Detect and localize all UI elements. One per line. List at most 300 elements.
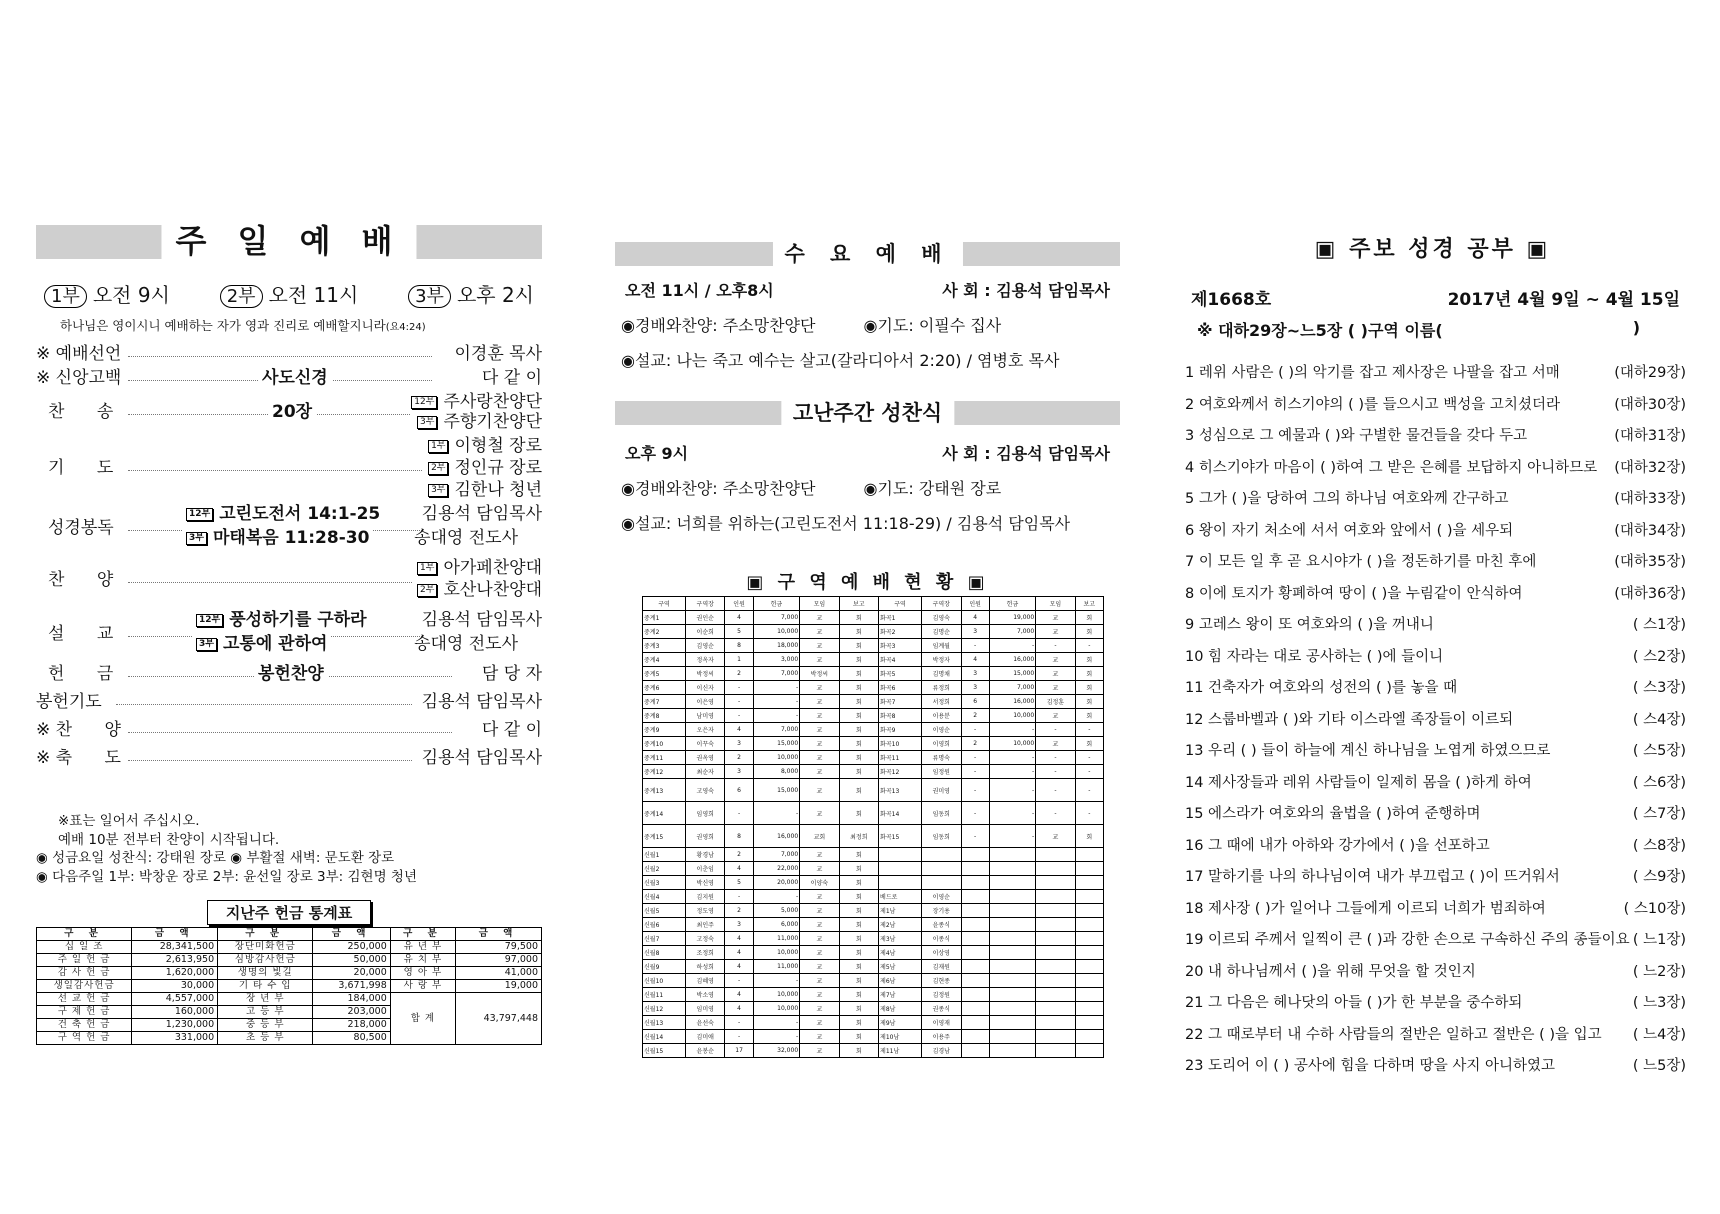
offering-amount: 3,671,998 [313, 980, 390, 993]
district-cell: 6,000 [753, 918, 799, 932]
question-reference: ( 스8장) [1632, 837, 1686, 854]
district-cell [989, 904, 1035, 918]
district-cell: 김경남 [922, 1044, 961, 1058]
district-cell: 10,000 [753, 946, 799, 960]
district-cell: 신월12 [643, 1002, 686, 1016]
district-cell: - [725, 802, 753, 825]
district-cell [922, 848, 961, 862]
question-text: 11 건축자가 여호와의 성전의 ( )를 놓을 때 [1185, 680, 1458, 696]
district-cell [1036, 876, 1075, 890]
district-cell [961, 988, 989, 1002]
order-offering-prayer: 봉헌기도 김용석 담임목사 [36, 692, 542, 712]
district-cell: 류명숙 [922, 751, 961, 765]
district-cell: 10,000 [753, 988, 799, 1002]
district-cell: 김정훈 [1036, 695, 1075, 709]
district-cell: 화곡11 [879, 751, 922, 765]
district-cell: 화곡8 [879, 709, 922, 723]
district-cell: 조정희 [686, 946, 725, 960]
offering-category: 주 일 헌 금 [37, 954, 132, 967]
district-header: 헌금 [989, 597, 1035, 611]
worship-verse: 하나님은 영이시니 예배하는 자가 영과 진리로 예배할지니라(요4:24) [60, 318, 426, 333]
district-cell: 교 [800, 974, 839, 988]
district-cell: 신월5 [643, 904, 686, 918]
wednesday-music-prayer: ◉경배와찬양: 주소망찬양단 ◉기도: 이필수 집사 [621, 316, 1002, 335]
district-cell: 중계15 [643, 825, 686, 848]
study-question [1175, 647, 1690, 679]
order-opening: ※ 예배선언 이경훈 목사 [36, 344, 542, 364]
district-cell [1036, 918, 1075, 932]
district-cell: - [753, 890, 799, 904]
district-cell [989, 988, 1035, 1002]
question-text: 12 스룹바벨과 ( )와 기타 이스라엘 족장들이 이르되 [1185, 711, 1514, 728]
district-cell: - [753, 974, 799, 988]
district-cell: 회 [839, 695, 878, 709]
offering-category: 감 사 헌 금 [37, 967, 132, 980]
district-cell: 4 [725, 932, 753, 946]
district-cell: 중계9 [643, 723, 686, 737]
district-cell: 김명순 [922, 625, 961, 639]
district-cell: - [725, 1016, 753, 1030]
district-cell: 화곡2 [879, 625, 922, 639]
district-cell: 권종식 [922, 1002, 961, 1016]
district-cell: 교 [800, 946, 839, 960]
district-cell: 중계14 [643, 802, 686, 825]
district-cell: 이꾸숙 [686, 737, 725, 751]
order-closing-hymn: ※ 찬 양 다 같 이 [36, 720, 542, 740]
district-cell: 화곡12 [879, 765, 922, 779]
district-cell: 화곡7 [879, 695, 922, 709]
service-time-1: 1부 오전 9시 [44, 279, 170, 308]
district-cell [1075, 1002, 1103, 1016]
offering-row [37, 941, 542, 954]
question-text: 4 히스기야가 마음이 ( )하여 그 받은 은혜를 보답하지 아니하므로 [1185, 459, 1598, 476]
question-text: 2 여호와께서 히스기야의 ( )를 들으시고 백성을 고치셨더라 [1185, 396, 1560, 413]
district-cell: - [753, 709, 799, 723]
district-cell [1036, 904, 1075, 918]
order-of-worship [36, 342, 542, 774]
district-cell: 윤종식 [922, 918, 961, 932]
offering-amount: 250,000 [313, 941, 390, 954]
district-cell: 15,000 [753, 737, 799, 751]
district-row [643, 988, 1104, 1002]
district-cell: 권옥영 [686, 751, 725, 765]
offering-category: 유 년 부 [390, 941, 455, 954]
district-cell: 7,000 [989, 681, 1035, 695]
district-cell: 교 [800, 751, 839, 765]
question-reference: ( 느4장) [1632, 1026, 1686, 1043]
district-cell: 회 [1075, 667, 1103, 681]
district-cell [1036, 988, 1075, 1002]
question-text: 16 그 때에 내가 아하와 강가에서 ( )을 선포하고 [1185, 837, 1490, 854]
district-cell: 하성희 [686, 960, 725, 974]
offering-category: 건 축 헌 금 [37, 1019, 132, 1032]
district-cell: 4 [725, 1002, 753, 1016]
order-reading: 성경봉독 12부 고린도전서 14:1-25 김용석 담임목사 3부 마태복음 11:28-30 송대영 전도사 [48, 504, 542, 548]
district-cell: 10,000 [753, 751, 799, 765]
district-row [643, 695, 1104, 709]
district-cell: 8 [725, 825, 753, 848]
offering-amount: 20,000 [313, 967, 390, 980]
district-cell: 교 [800, 625, 839, 639]
district-cell [961, 946, 989, 960]
district-cell: 회 [839, 1002, 878, 1016]
district-cell: 교 [800, 695, 839, 709]
district-cell: 16,000 [989, 653, 1035, 667]
district-cell: 중계12 [643, 765, 686, 779]
offering-amount: 331,000 [132, 1032, 218, 1045]
offering-amount: 41,000 [456, 967, 542, 980]
district-cell: - [989, 825, 1035, 848]
district-cell: 임동희 [922, 825, 961, 848]
district-cell: - [753, 1016, 799, 1030]
district-cell [961, 890, 989, 904]
offering-amount: 1,230,000 [132, 1019, 218, 1032]
district-row [643, 681, 1104, 695]
district-table [642, 596, 1104, 1058]
district-cell: 10,000 [753, 625, 799, 639]
district-cell: 20,000 [753, 876, 799, 890]
district-cell: 3,000 [753, 653, 799, 667]
district-cell: 회 [1075, 709, 1103, 723]
district-row [643, 639, 1104, 653]
district-cell: 박정자 [922, 653, 961, 667]
question-reference: (대하29장) [1614, 365, 1686, 381]
district-cell: 회 [839, 932, 878, 946]
order-benediction: ※ 축 도 김용석 담임목사 [36, 748, 542, 768]
district-header: 인원 [961, 597, 989, 611]
question-reference: (대하36장) [1614, 585, 1686, 602]
order-creed: ※ 신앙고백 사도신경 다 같 이 [36, 368, 542, 388]
district-cell: 5 [725, 625, 753, 639]
district-cell: 2 [725, 667, 753, 681]
district-row [643, 946, 1104, 960]
district-cell: 이은영 [686, 695, 725, 709]
offering-category: 고 등 부 [218, 1006, 313, 1019]
district-cell [989, 890, 1035, 904]
district-cell: - [753, 695, 799, 709]
district-cell: 신월14 [643, 1030, 686, 1044]
study-subtitle: ※ 대하29장~느5장 ( )구역 이름( ) [1197, 318, 1640, 340]
service-time-3: 3부 오후 2시 [408, 279, 534, 308]
district-cell: 중계3 [643, 639, 686, 653]
district-cell [989, 974, 1035, 988]
district-row [643, 848, 1104, 862]
offering-amount: 1,620,000 [132, 967, 218, 980]
district-cell: 이순희 [686, 625, 725, 639]
district-cell: 회 [1075, 681, 1103, 695]
district-cell [1075, 918, 1103, 932]
district-cell: 박신영 [686, 876, 725, 890]
communion-title-bar [615, 401, 1120, 425]
district-cell: 회 [839, 1016, 878, 1030]
district-row [643, 960, 1104, 974]
district-cell: 교 [800, 1002, 839, 1016]
weekday-column [615, 242, 1120, 1058]
sunday-column [36, 222, 542, 1045]
district-cell [989, 1044, 1035, 1058]
district-row [643, 779, 1104, 802]
district-cell: - [961, 639, 989, 653]
question-reference: (대하35장) [1614, 554, 1686, 570]
district-cell: 김명채 [922, 667, 961, 681]
district-cell: 교 [800, 960, 839, 974]
district-cell: 김영순 [686, 639, 725, 653]
district-cell [1075, 988, 1103, 1002]
district-row [643, 611, 1104, 625]
district-cell: 김현종 [922, 974, 961, 988]
study-question [1175, 836, 1690, 868]
district-cell: 중계2 [643, 625, 686, 639]
district-cell: 제2남 [879, 918, 922, 932]
district-row [643, 1044, 1104, 1058]
district-cell [1075, 848, 1103, 862]
offering-category: 구 제 헌 금 [37, 1006, 132, 1019]
offering-category: 심방감사헌금 [218, 954, 313, 967]
district-cell: - [1036, 751, 1075, 765]
question-text: 14 제사장들과 레위 사람들이 일제히 몸을 ( )하게 하여 [1185, 774, 1532, 791]
district-cell: 17 [725, 1044, 753, 1058]
district-cell: 5 [725, 876, 753, 890]
district-header: 인원 [725, 597, 753, 611]
district-cell: 김혜영 [686, 974, 725, 988]
district-cell: 교 [1036, 653, 1075, 667]
district-cell: 중계13 [643, 779, 686, 802]
district-cell: 중계4 [643, 653, 686, 667]
offering-amount: 2,613,950 [132, 954, 218, 967]
offering-amount: 203,000 [313, 1006, 390, 1019]
district-row [643, 890, 1104, 904]
district-cell: 김지원 [686, 890, 725, 904]
service-times [36, 279, 542, 308]
sunday-notes: ※표는 일어서 주십시오. 예배 10분 전부터 찬양이 시작됩니다. ◉ 성금요일 성찬식: 강태원 장로 ◉ 부활절 새벽: 문도환 장로 ◉ 다음주일 1부: 박창운 장로 2부: 윤선일 장로 3부: 김현명 청년 [36, 813, 418, 885]
district-cell: 회 [839, 904, 878, 918]
district-cell: - [961, 779, 989, 802]
district-cell: 교 [1036, 709, 1075, 723]
district-cell: 7,000 [989, 625, 1035, 639]
offering-amount: 80,500 [313, 1032, 390, 1045]
district-cell: 제9남 [879, 1016, 922, 1030]
study-question [1175, 615, 1690, 647]
offering-category: 사 랑 부 [390, 980, 455, 993]
district-cell: 화곡3 [879, 639, 922, 653]
district-cell: 신월1 [643, 848, 686, 862]
district-cell [1075, 876, 1103, 890]
district-cell: 회 [839, 918, 878, 932]
offering-category: 생명의 빛길 [218, 967, 313, 980]
district-cell: 회 [839, 988, 878, 1002]
district-cell: 중계7 [643, 695, 686, 709]
district-cell: 김재원 [922, 960, 961, 974]
district-cell: 교 [1036, 667, 1075, 681]
district-cell: 화곡10 [879, 737, 922, 751]
district-cell: - [989, 639, 1035, 653]
district-cell [961, 932, 989, 946]
district-cell: 류정희 [922, 681, 961, 695]
district-cell: 김영숙 [922, 611, 961, 625]
offering-table: 구 분 금 액 구 분 금 액 구 분 금 액 십 일 조 28,341,500 장단미화헌금 250,000 유 년 부 79,500 주 일 헌 금 2,613,950 심방감사헌금 50,000 유 치 부 97,000 감 사 헌 금 1,620,000 생명의 빛길 20,000 영 아 부 41,000 생일감사헌금 30,000 기 타 수 입 3,671,998 사 랑 부 19,000 선 교 헌 금 4,557,000 장 년 부 184,000 합 계 43,797,448 구 제 헌 금 160,000 고 등 부 203,000 건 축 헌 금 1,230,000 중 등 부 218,000 구 역 헌 금 331,000 초 등 부 80,500 [36, 927, 542, 1045]
district-cell: - [1036, 765, 1075, 779]
study-question [1175, 584, 1690, 616]
district-cell: 11,000 [753, 960, 799, 974]
district-cell: 2 [725, 751, 753, 765]
district-cell: 7,000 [753, 723, 799, 737]
district-cell: 신월3 [643, 876, 686, 890]
question-text: 1 레위 사람은 ( )의 악기를 잡고 제사장은 나팔을 잡고 서매 [1185, 365, 1560, 381]
service-time-2: 2부 오전 11시 [220, 279, 359, 308]
question-reference: ( 느1장) [1632, 932, 1686, 948]
district-cell: 이영순 [922, 890, 961, 904]
district-cell: 교 [1036, 825, 1075, 848]
district-row [643, 667, 1104, 681]
district-cell: 교 [1036, 681, 1075, 695]
district-cell: 회 [1075, 695, 1103, 709]
district-cell: 화곡14 [879, 802, 922, 825]
question-text: 13 우리 ( ) 들이 하늘에 계신 하나님을 노엽게 하였으므로 [1185, 743, 1551, 759]
study-question [1175, 426, 1690, 458]
district-cell: - [1036, 639, 1075, 653]
offering-category: 십 일 조 [37, 941, 132, 954]
question-reference: (대하31장) [1614, 428, 1686, 444]
offering-amount: 30,000 [132, 980, 218, 993]
district-row [643, 765, 1104, 779]
district-cell: 황경남 [686, 848, 725, 862]
district-cell: 중계6 [643, 681, 686, 695]
district-cell: 신월10 [643, 974, 686, 988]
district-cell: 교 [800, 988, 839, 1002]
district-cell: 신월7 [643, 932, 686, 946]
question-text: 19 이르되 주께서 일찍이 큰 ( )과 강한 손으로 구속하신 주의 종들이요 [1185, 932, 1630, 948]
district-cell: 고정숙 [686, 932, 725, 946]
district-cell: 제8남 [879, 1002, 922, 1016]
district-cell: 교 [800, 862, 839, 876]
question-reference: ( 스3장) [1632, 680, 1686, 696]
district-cell: - [725, 974, 753, 988]
study-question [1175, 993, 1690, 1025]
issue-number: 제1668호 [1191, 290, 1272, 310]
district-cell: 회 [839, 862, 878, 876]
district-cell: 윤선숙 [686, 1016, 725, 1030]
district-cell: 회 [1075, 611, 1103, 625]
district-cell: - [961, 802, 989, 825]
question-reference: (대하34장) [1614, 522, 1686, 539]
district-cell: 회 [839, 974, 878, 988]
study-question [1175, 804, 1690, 836]
district-cell: 회 [1075, 653, 1103, 667]
district-cell: 교 [800, 653, 839, 667]
district-cell: 회 [839, 653, 878, 667]
district-cell: 제10남 [879, 1030, 922, 1044]
offering-amount: 160,000 [132, 1006, 218, 1019]
question-text: 7 이 모든 일 후 곧 요시야가 ( )을 정돈하기를 마친 후에 [1185, 554, 1537, 570]
district-cell: 4 [725, 988, 753, 1002]
wednesday-time-row: 오전 11시 / 오후8시 사 회 : 김용석 담임목사 [625, 281, 1110, 300]
district-cell: 임영희 [686, 802, 725, 825]
district-cell: 베드로 [879, 890, 922, 904]
study-question [1175, 1025, 1690, 1057]
question-reference: ( 스10장) [1623, 900, 1686, 917]
study-question [1175, 930, 1690, 962]
issue-row [1175, 285, 1690, 310]
district-cell [1075, 974, 1103, 988]
study-question [1175, 899, 1690, 931]
district-cell [879, 876, 922, 890]
district-cell: 회 [839, 765, 878, 779]
district-cell: 임미영 [686, 1002, 725, 1016]
offering-amount: 79,500 [456, 941, 542, 954]
district-cell: 회 [839, 667, 878, 681]
question-text: 20 내 하나님께서 ( )을 위해 무엇을 할 것인지 [1185, 963, 1476, 980]
district-cell [989, 918, 1035, 932]
district-cell: 중계5 [643, 667, 686, 681]
district-row [643, 974, 1104, 988]
district-cell [989, 848, 1035, 862]
district-cell: - [961, 723, 989, 737]
district-cell [1075, 1044, 1103, 1058]
district-cell: 4 [961, 611, 989, 625]
offering-amount: 184,000 [313, 993, 390, 1006]
district-cell: - [1075, 723, 1103, 737]
district-cell: 신월15 [643, 1044, 686, 1058]
district-cell: 박소영 [686, 988, 725, 1002]
district-cell: 최인주 [686, 918, 725, 932]
offering-category: 선 교 헌 금 [37, 993, 132, 1006]
district-row [643, 1030, 1104, 1044]
district-cell: 이용주 [922, 1030, 961, 1044]
district-cell: 이양숙 [800, 876, 839, 890]
wednesday-title-bar [615, 242, 1120, 266]
district-cell [879, 848, 922, 862]
district-cell: 18,000 [753, 639, 799, 653]
district-cell: 화곡1 [879, 611, 922, 625]
district-cell: 화곡5 [879, 667, 922, 681]
order-praise: 찬 양 1부 아가페찬양대 2부 호산나찬양대 [48, 558, 542, 600]
district-cell: 2 [961, 709, 989, 723]
district-cell [1075, 862, 1103, 876]
district-cell [989, 960, 1035, 974]
district-cell: 11,000 [753, 932, 799, 946]
district-cell: 중계1 [643, 611, 686, 625]
district-cell: 교 [800, 1044, 839, 1058]
district-cell: 회 [839, 1044, 878, 1058]
question-reference: ( 스7장) [1632, 806, 1686, 822]
district-cell: 16,000 [753, 825, 799, 848]
district-cell: 교 [800, 681, 839, 695]
offering-row [37, 980, 542, 993]
wednesday-title: 수 요 예 배 [772, 239, 962, 269]
district-cell: 교 [800, 611, 839, 625]
district-cell: - [725, 1030, 753, 1044]
district-cell: 신월2 [643, 862, 686, 876]
district-cell: 권미영 [922, 779, 961, 802]
district-cell: 장기용 [922, 904, 961, 918]
district-cell: 4 [961, 653, 989, 667]
district-cell [961, 1030, 989, 1044]
study-question [1175, 773, 1690, 805]
district-cell: - [753, 681, 799, 695]
district-cell: 제3남 [879, 932, 922, 946]
offering-category: 기 타 수 입 [218, 980, 313, 993]
question-reference: ( 느5장) [1632, 1058, 1686, 1074]
district-header: 모임 [1036, 597, 1075, 611]
district-cell: 8 [725, 639, 753, 653]
study-question [1175, 962, 1690, 994]
district-cell: 이신자 [686, 681, 725, 695]
district-cell: 신월11 [643, 988, 686, 1002]
question-reference: ( 느2장) [1632, 963, 1686, 980]
question-reference: ( 스1장) [1632, 617, 1686, 633]
district-row [643, 737, 1104, 751]
sunday-title: 주 일 예 배 [161, 221, 416, 261]
